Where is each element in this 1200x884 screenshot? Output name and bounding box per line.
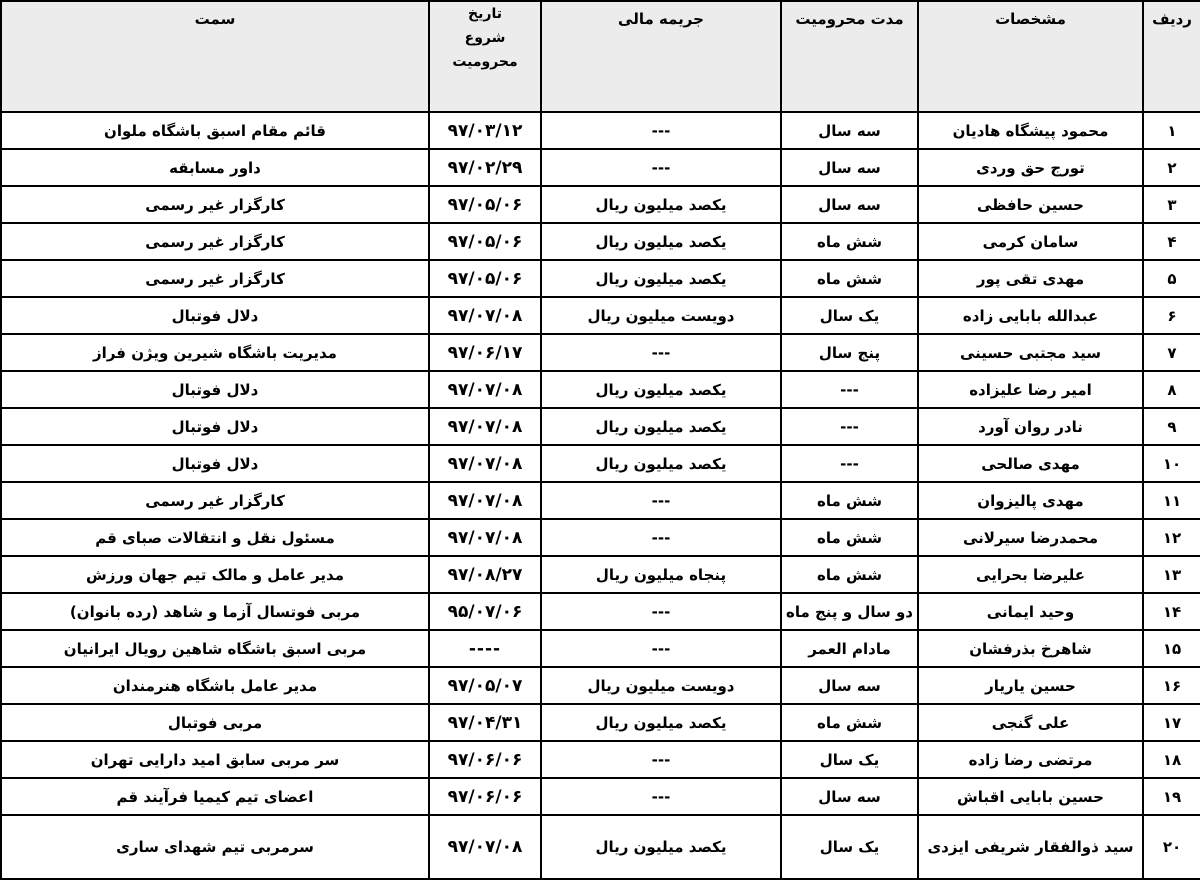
cell-name: شاهرخ بذرفشان xyxy=(918,630,1143,667)
cell-date: ۹۵/۰۷/۰۶ xyxy=(429,593,541,630)
table-row xyxy=(1,667,1200,704)
cell-ban: یک سال xyxy=(781,297,918,334)
cell-position: دلال فوتبال xyxy=(1,371,429,408)
cell-position: کارگزار غیر رسمی xyxy=(1,223,429,260)
cell-date: ۹۷/۰۴/۳۱ xyxy=(429,704,541,741)
cell-date: ---- xyxy=(429,630,541,667)
cell-fine: پنجاه میلیون ریال xyxy=(541,556,781,593)
cell-fine: دویست میلیون ریال xyxy=(541,667,781,704)
cell-fine: --- xyxy=(541,482,781,519)
cell-name: مرتضی رضا زاده xyxy=(918,741,1143,778)
header-ban: مدت محرومیت xyxy=(781,1,918,112)
header-fine: جریمه مالی xyxy=(541,1,781,112)
table-row xyxy=(1,408,1200,445)
cell-name: مهدی تقی پور xyxy=(918,260,1143,297)
cell-ban: شش ماه xyxy=(781,260,918,297)
cell-fine: --- xyxy=(541,149,781,186)
cell-fine: دویست میلیون ریال xyxy=(541,297,781,334)
table-row xyxy=(1,223,1200,260)
cell-index: ۱۳ xyxy=(1143,556,1200,593)
cell-ban: پنج سال xyxy=(781,334,918,371)
cell-ban: شش ماه xyxy=(781,519,918,556)
cell-fine: یکصد میلیون ریال xyxy=(541,408,781,445)
cell-ban: سه سال xyxy=(781,186,918,223)
cell-name: محمدرضا سیرلانی xyxy=(918,519,1143,556)
cell-position: مدیریت باشگاه شیرین ویژن فراز xyxy=(1,334,429,371)
cell-fine: یکصد میلیون ریال xyxy=(541,371,781,408)
cell-position: قائم مقام اسبق باشگاه ملوان xyxy=(1,112,429,149)
cell-position: اعضای تیم کیمیا فرآیند قم xyxy=(1,778,429,815)
cell-fine: یکصد میلیون ریال xyxy=(541,223,781,260)
table-row xyxy=(1,371,1200,408)
cell-ban: سه سال xyxy=(781,667,918,704)
table-row xyxy=(1,149,1200,186)
cell-position: کارگزار غیر رسمی xyxy=(1,186,429,223)
header-index: ردیف xyxy=(1143,1,1200,112)
cell-date: ۹۷/۰۵/۰۶ xyxy=(429,223,541,260)
cell-fine: یکصد میلیون ریال xyxy=(541,704,781,741)
table-row xyxy=(1,445,1200,482)
cell-index: ۱۵ xyxy=(1143,630,1200,667)
cell-name: امیر رضا علیزاده xyxy=(918,371,1143,408)
table-header xyxy=(1,1,1200,112)
table-body xyxy=(1,112,1200,879)
cell-index: ۱۰ xyxy=(1143,445,1200,482)
table-row xyxy=(1,556,1200,593)
table-row xyxy=(1,297,1200,334)
cell-date: ۹۷/۰۶/۱۷ xyxy=(429,334,541,371)
cell-index: ۵ xyxy=(1143,260,1200,297)
cell-index: ۹ xyxy=(1143,408,1200,445)
table-row xyxy=(1,778,1200,815)
cell-date: ۹۷/۰۷/۰۸ xyxy=(429,408,541,445)
cell-position: مربی فوتبال xyxy=(1,704,429,741)
cell-fine: یکصد میلیون ریال xyxy=(541,815,781,879)
table-row xyxy=(1,334,1200,371)
cell-index: ۱ xyxy=(1143,112,1200,149)
cell-position: کارگزار غیر رسمی xyxy=(1,260,429,297)
cell-index: ۱۲ xyxy=(1143,519,1200,556)
cell-ban: مادام العمر xyxy=(781,630,918,667)
cell-date: ۹۷/۰۵/۰۷ xyxy=(429,667,541,704)
cell-date: ۹۷/۰۳/۱۲ xyxy=(429,112,541,149)
table-row xyxy=(1,482,1200,519)
cell-ban: شش ماه xyxy=(781,482,918,519)
cell-date: ۹۷/۰۶/۰۶ xyxy=(429,741,541,778)
header-row xyxy=(1,1,1200,112)
cell-position: مربی اسبق باشگاه شاهین رویال ایرانیان xyxy=(1,630,429,667)
cell-ban: دو سال و پنج ماه xyxy=(781,593,918,630)
cell-date: ۹۷/۰۸/۲۷ xyxy=(429,556,541,593)
cell-name: علیرضا بحرایی xyxy=(918,556,1143,593)
cell-fine: --- xyxy=(541,630,781,667)
header-position: سمت xyxy=(1,1,429,112)
cell-name: سید مجتبی حسینی xyxy=(918,334,1143,371)
cell-ban: --- xyxy=(781,371,918,408)
cell-date: ۹۷/۰۷/۰۸ xyxy=(429,815,541,879)
cell-position: سر مربی سابق امید دارایی تهران xyxy=(1,741,429,778)
table-row xyxy=(1,815,1200,879)
cell-ban: یک سال xyxy=(781,741,918,778)
cell-date: ۹۷/۰۵/۰۶ xyxy=(429,186,541,223)
cell-position: مربی فوتسال آزما و شاهد (رده بانوان) xyxy=(1,593,429,630)
cell-index: ۲ xyxy=(1143,149,1200,186)
cell-index: ۱۶ xyxy=(1143,667,1200,704)
cell-name: محمود پیشگاه هادیان xyxy=(918,112,1143,149)
table-row xyxy=(1,704,1200,741)
cell-index: ۲۰ xyxy=(1143,815,1200,879)
table-row xyxy=(1,630,1200,667)
cell-date: ۹۷/۰۶/۰۶ xyxy=(429,778,541,815)
table-row xyxy=(1,112,1200,149)
cell-date: ۹۷/۰۷/۰۸ xyxy=(429,482,541,519)
cell-ban: سه سال xyxy=(781,112,918,149)
table-row xyxy=(1,260,1200,297)
cell-position: دلال فوتبال xyxy=(1,408,429,445)
cell-ban: سه سال xyxy=(781,149,918,186)
cell-ban: --- xyxy=(781,445,918,482)
table-row xyxy=(1,519,1200,556)
cell-name: سید ذوالفقار شریفی ایزدی xyxy=(918,815,1143,879)
cell-ban: سه سال xyxy=(781,778,918,815)
cell-name: نادر روان آورد xyxy=(918,408,1143,445)
cell-index: ۸ xyxy=(1143,371,1200,408)
cell-ban: شش ماه xyxy=(781,556,918,593)
header-date-line-2: شروع xyxy=(464,30,506,46)
cell-date: ۹۷/۰۷/۰۸ xyxy=(429,445,541,482)
cell-fine: یکصد میلیون ریال xyxy=(541,260,781,297)
cell-name: وحید ایمانی xyxy=(918,593,1143,630)
cell-name: مهدی پالیزوان xyxy=(918,482,1143,519)
table-row xyxy=(1,186,1200,223)
cell-position: کارگزار غیر رسمی xyxy=(1,482,429,519)
cell-index: ۴ xyxy=(1143,223,1200,260)
cell-index: ۶ xyxy=(1143,297,1200,334)
cell-fine: یکصد میلیون ریال xyxy=(541,445,781,482)
cell-date: ۹۷/۰۵/۰۶ xyxy=(429,260,541,297)
header-name: مشخصات xyxy=(918,1,1143,112)
cell-ban: --- xyxy=(781,408,918,445)
cell-position: دلال فوتبال xyxy=(1,297,429,334)
cell-date: ۹۷/۰۲/۲۹ xyxy=(429,149,541,186)
cell-index: ۳ xyxy=(1143,186,1200,223)
header-date-line-3: محرومیت xyxy=(452,54,518,70)
cell-name: حسین حافظی xyxy=(918,186,1143,223)
cell-name: مهدی صالحی xyxy=(918,445,1143,482)
cell-position: داور مسابقه xyxy=(1,149,429,186)
cell-index: ۷ xyxy=(1143,334,1200,371)
cell-name: حسین یاریار xyxy=(918,667,1143,704)
cell-name: علی گنجی xyxy=(918,704,1143,741)
header-date-line-1: تاریخ xyxy=(468,6,502,22)
cell-index: ۱۹ xyxy=(1143,778,1200,815)
cell-fine: --- xyxy=(541,593,781,630)
cell-fine: --- xyxy=(541,112,781,149)
cell-position: سرمربی تیم شهدای ساری xyxy=(1,815,429,879)
cell-name: سامان کرمی xyxy=(918,223,1143,260)
cell-index: ۱۸ xyxy=(1143,741,1200,778)
cell-index: ۱۴ xyxy=(1143,593,1200,630)
cell-fine: یکصد میلیون ریال xyxy=(541,186,781,223)
header-date xyxy=(429,1,541,112)
cell-fine: --- xyxy=(541,778,781,815)
cell-fine: --- xyxy=(541,334,781,371)
cell-position: مدیر عامل باشگاه هنرمندان xyxy=(1,667,429,704)
cell-date: ۹۷/۰۷/۰۸ xyxy=(429,297,541,334)
cell-date: ۹۷/۰۷/۰۸ xyxy=(429,371,541,408)
cell-position: مدیر عامل و مالک تیم جهان ورزش xyxy=(1,556,429,593)
cell-name: تورج حق وردی xyxy=(918,149,1143,186)
cell-name: عبدالله بابایی زاده xyxy=(918,297,1143,334)
cell-index: ۱۷ xyxy=(1143,704,1200,741)
cell-position: دلال فوتبال xyxy=(1,445,429,482)
cell-ban: یک سال xyxy=(781,815,918,879)
cell-date: ۹۷/۰۷/۰۸ xyxy=(429,519,541,556)
cell-ban: شش ماه xyxy=(781,223,918,260)
cell-name: حسین بابایی اقباش xyxy=(918,778,1143,815)
cell-position: مسئول نقل و انتقالات صبای قم xyxy=(1,519,429,556)
cell-ban: شش ماه xyxy=(781,704,918,741)
table-row xyxy=(1,593,1200,630)
cell-fine: --- xyxy=(541,741,781,778)
table-row xyxy=(1,741,1200,778)
cell-index: ۱۱ xyxy=(1143,482,1200,519)
cell-fine: --- xyxy=(541,519,781,556)
